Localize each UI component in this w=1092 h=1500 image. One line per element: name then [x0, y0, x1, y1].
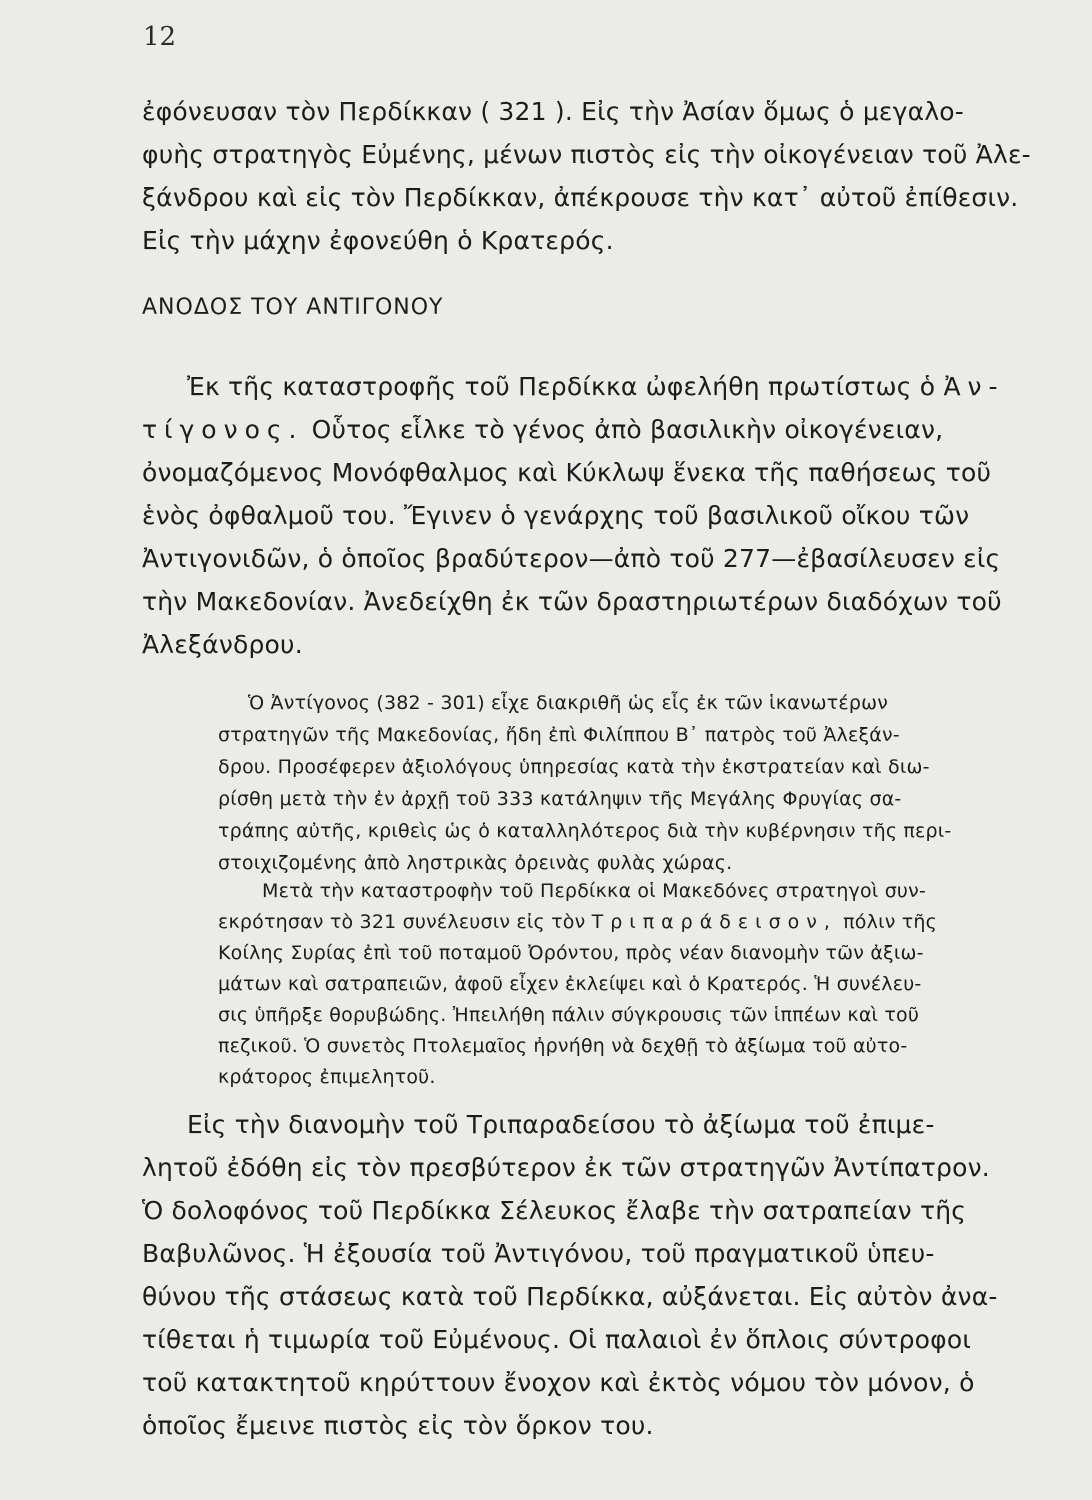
text-line: Ἀλεξάνδρου. — [142, 630, 303, 659]
note-line: Κοίλης Συρίας ἐπὶ τοῦ ποταμοῦ Ὀρόντου, πρὸς νέαν διανομὴν τῶν ἀξιω- — [218, 942, 924, 964]
note-line: Μετὰ τὴν καταστροφὴν τοῦ Περδίκκα οἱ Μακεδόνες στρατηγοὶ συν- — [262, 880, 926, 902]
name-spaced: Ἀν- — [943, 372, 1005, 401]
note-line: στοιχιζομένης ἀπὸ ληστρικὰς ὀρεινὰς φυλὰς χώρας. — [218, 852, 733, 874]
note-line: κράτορος ἐπιμελητοῦ. — [218, 1066, 436, 1088]
text-line: Βαβυλῶνος. Ἡ ἐξουσία τοῦ Ἀντιγόνου, τοῦ πραγματικοῦ ὑπευ- — [142, 1239, 935, 1268]
text-line: θύνου τῆς στάσεως κατὰ τοῦ Περδίκκα, αὐξάνεται. Εἰς αὐτὸν ἀνα- — [142, 1282, 998, 1311]
text-span: Ἐκ τῆς καταστροφῆς τοῦ Περδίκκα ὠφελήθη πρωτίστως ὁ — [187, 372, 944, 401]
note-line: τράπης αὐτῆς, κριθεὶς ὡς ὁ καταλληλότερος διὰ τὴν κυβέρνησιν τῆς περι- — [218, 820, 952, 842]
text-span: εκρότησαν τὸ 321 συνέλευσιν εἰς τὸν — [218, 911, 592, 933]
note-line: μάτων καὶ σατραπειῶν, ἀφοῦ εἶχεν ἐκλείψει καὶ ὁ Κρατερός. Ἡ συνέλευ- — [218, 973, 922, 995]
text-line: λητοῦ ἐδόθη εἰς τὸν πρεσβύτερον ἐκ τῶν στρατηγῶν Ἀντίπατρον. — [142, 1153, 990, 1182]
text-line: Ἀντιγονιδῶν, ὁ ὁποῖος βραδύτερον—ἀπὸ τοῦ 277—ἐβασίλευσεν εἰς — [142, 544, 1001, 573]
text-line: Εἰς τὴν διανομὴν τοῦ Τριπαραδείσου τὸ ἀξίωμα τοῦ ἐπιμε- — [187, 1110, 935, 1139]
text-line: ξάνδρου καὶ εἰς τὸν Περδίκκαν, ἀπέκρουσε τὴν κατ᾽ αὐτοῦ ἐπίθεσιν. — [142, 183, 1019, 212]
note-line: στρατηγῶν τῆς Μακεδονίας, ἤδη ἐπὶ Φιλίππου Β᾽ πατρὸς τοῦ Ἀλεξάν- — [218, 724, 900, 746]
text-line: ἑνὸς ὀφθαλμοῦ του. Ἔγινεν ὁ γενάρχης τοῦ βασιλικοῦ οἴκου τῶν — [142, 501, 970, 530]
note-line: πεζικοῦ. Ὁ συνετὸς Πτολεμαῖος ἠρνήθη νὰ δεχθῇ τὸ ἀξίωμα τοῦ αὐτο- — [218, 1035, 908, 1057]
text-line: φυὴς στρατηγὸς Εὐμένης, μένων πιστὸς εἰς τὴν οἰκογένειαν τοῦ Ἀλε- — [142, 140, 1031, 169]
note-line — [218, 911, 937, 933]
note-line: σις ὑπῆρξε θορυβώδης. Ἠπειλήθη πάλιν σύγκρουσις τῶν ἱππέων καὶ τοῦ — [218, 1004, 920, 1026]
name-spaced: Τριπαράδεισον, — [591, 911, 837, 933]
text-line: Ὁ δολοφόνος τοῦ Περδίκκα Σέλευκος ἔλαβε τὴν σατραπείαν τῆς — [142, 1196, 967, 1225]
note-line: Ὁ Ἀντίγονος (382 - 301) εἶχε διακριθῆ ὡς εἷς ἐκ τῶν ἱκανωτέρων — [248, 692, 889, 714]
text-line — [142, 415, 943, 444]
text-line — [187, 372, 1005, 401]
section-heading: ΑΝΟΔΟΣ ΤΟΥ ΑΝΤΙΓΟΝΟΥ — [142, 295, 444, 320]
name-spaced: τίγονος. — [142, 415, 304, 444]
text-line: ὁποῖος ἔμεινε πιστὸς εἰς τὸν ὅρκον του. — [142, 1411, 654, 1440]
page-number: 12 — [143, 22, 177, 52]
text-line: τίθεται ἡ τιμωρία τοῦ Εὐμένους. Οἱ παλαιοὶ ἐν ὅπλοις σύντροφοι — [142, 1325, 972, 1354]
text-line: τοῦ κατακτητοῦ κηρύττουν ἔνοχον καὶ ἐκτὸς νόμου τὸν μόνον, ὁ — [142, 1368, 975, 1397]
note-line: ρίσθη μετὰ τὴν ἐν ἀρχῇ τοῦ 333 κατάληψιν τῆς Μεγάλης Φρυγίας σα- — [218, 788, 902, 810]
text-span: πόλιν τῆς — [836, 911, 937, 933]
text-line: ἐφόνευσαν τὸν Περδίκκαν ( 321 ). Εἰς τὴν Ἀσίαν ὅμως ὁ μεγαλο- — [142, 97, 965, 126]
text-span: Οὗτος εἷλκε τὸ γένος ἀπὸ βασιλικὴν οἰκογένειαν, — [303, 415, 944, 444]
note-line: δρου. Προσέφερεν ἀξιολόγους ὑπηρεσίας κατὰ τὴν ἐκστρατείαν καὶ διω- — [218, 756, 930, 778]
text-line: τὴν Μακεδονίαν. Ἀνεδείχθη ἐκ τῶν δραστηριωτέρων διαδόχων τοῦ — [142, 587, 1002, 616]
text-line: Εἰς τὴν μάχην ἐφονεύθη ὁ Κρατερός. — [142, 226, 614, 255]
text-line: ὀνομαζόμενος Μονόφθαλμος καὶ Κύκλωψ ἕνεκα τῆς παθήσεως τοῦ — [142, 458, 992, 487]
